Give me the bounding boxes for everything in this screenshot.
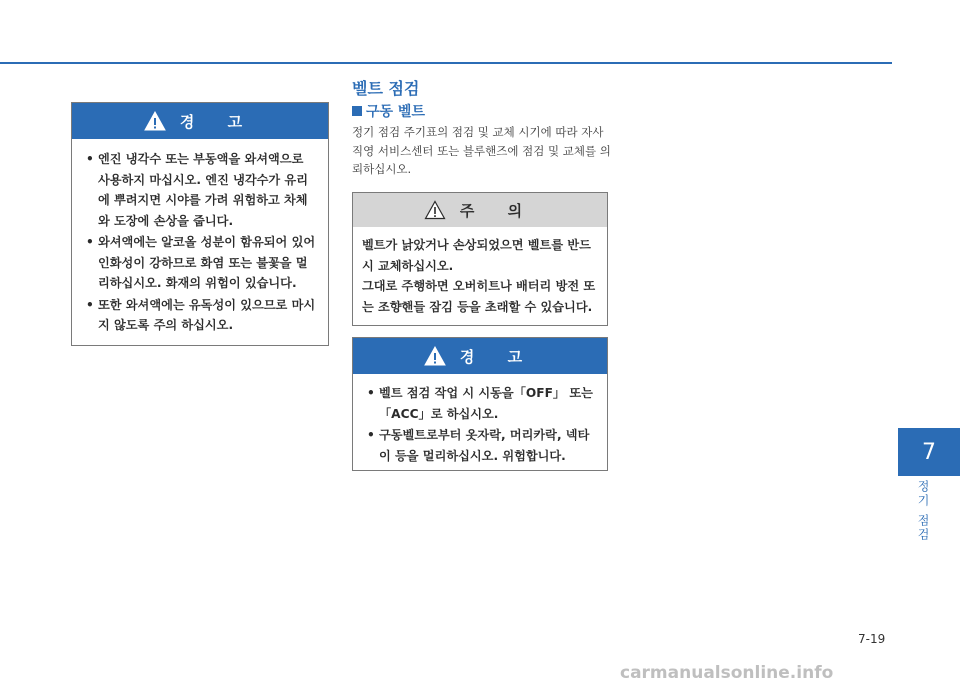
section-title: 벨트 점검 (352, 79, 420, 98)
caution-body (353, 227, 607, 317)
warning-header (72, 103, 328, 139)
warning-item: • 벨트 점검 작업 시 시동을「OFF」 또는「ACC」로 하십시오. (367, 383, 597, 424)
caution-title: 주 의 (459, 201, 537, 220)
warning-box-washer (71, 102, 329, 346)
caution-box-belt (352, 192, 608, 326)
caution-header (353, 193, 607, 227)
chapter-tab[interactable]: 7 (898, 428, 960, 476)
subsection-title-text: 구동 벨트 (366, 104, 425, 120)
warning-list (72, 139, 328, 336)
warning-triangle-icon (144, 111, 166, 131)
caution-line: 그대로 주행하면 오버히트나 배터리 방전 또는 조향핸들 잠김 등을 초래할 수 있습니다. (362, 279, 596, 314)
warning-item: • 또한 와셔액에는 유독성이 있으므로 마시지 않도록 주의 하십시오. (86, 295, 318, 336)
subsection-title (352, 101, 425, 121)
warning-header (353, 338, 607, 374)
warning-title: 경 고 (459, 347, 537, 366)
warning-triangle-icon (424, 346, 446, 366)
warning-item: • 엔진 냉각수 또는 부동액을 와셔액으로 사용하지 마십시오. 엔진 냉각수가 유리에 뿌려지면 시야를 가려 위험하고 차체와 도장에 손상을 줍니다. (86, 149, 318, 231)
warning-item: • 구동벨트로부터 옷자락, 머리카락, 넥타이 등을 멀리하십시오. 위험합니다. (367, 425, 597, 466)
warning-box-belt (352, 337, 608, 471)
top-rule (0, 62, 892, 64)
warning-item: • 와셔액에는 알코올 성분이 함유되어 있어 인화성이 강하므로 화염 또는 불꽃을 멀리하십시오. 화재의 위험이 있습니다. (86, 232, 318, 294)
chapter-label: 정기 점검 (916, 480, 930, 542)
watermark: carmanualsonline.info (620, 663, 834, 683)
page-number: 7-19 (858, 632, 886, 646)
section-body: 정기 점검 주기표의 점검 및 교체 시기에 따라 자사 직영 서비스센터 또는 블루핸즈에 점검 및 교체를 의뢰하십시오. (352, 125, 611, 176)
warning-title: 경 고 (179, 112, 257, 131)
caution-line: 벨트가 낡았거나 손상되었으면 벨트를 반드시 교체하십시오. (362, 238, 591, 273)
warning-list (353, 374, 607, 466)
caution-triangle-icon (424, 200, 446, 220)
square-bullet-icon (352, 106, 362, 116)
